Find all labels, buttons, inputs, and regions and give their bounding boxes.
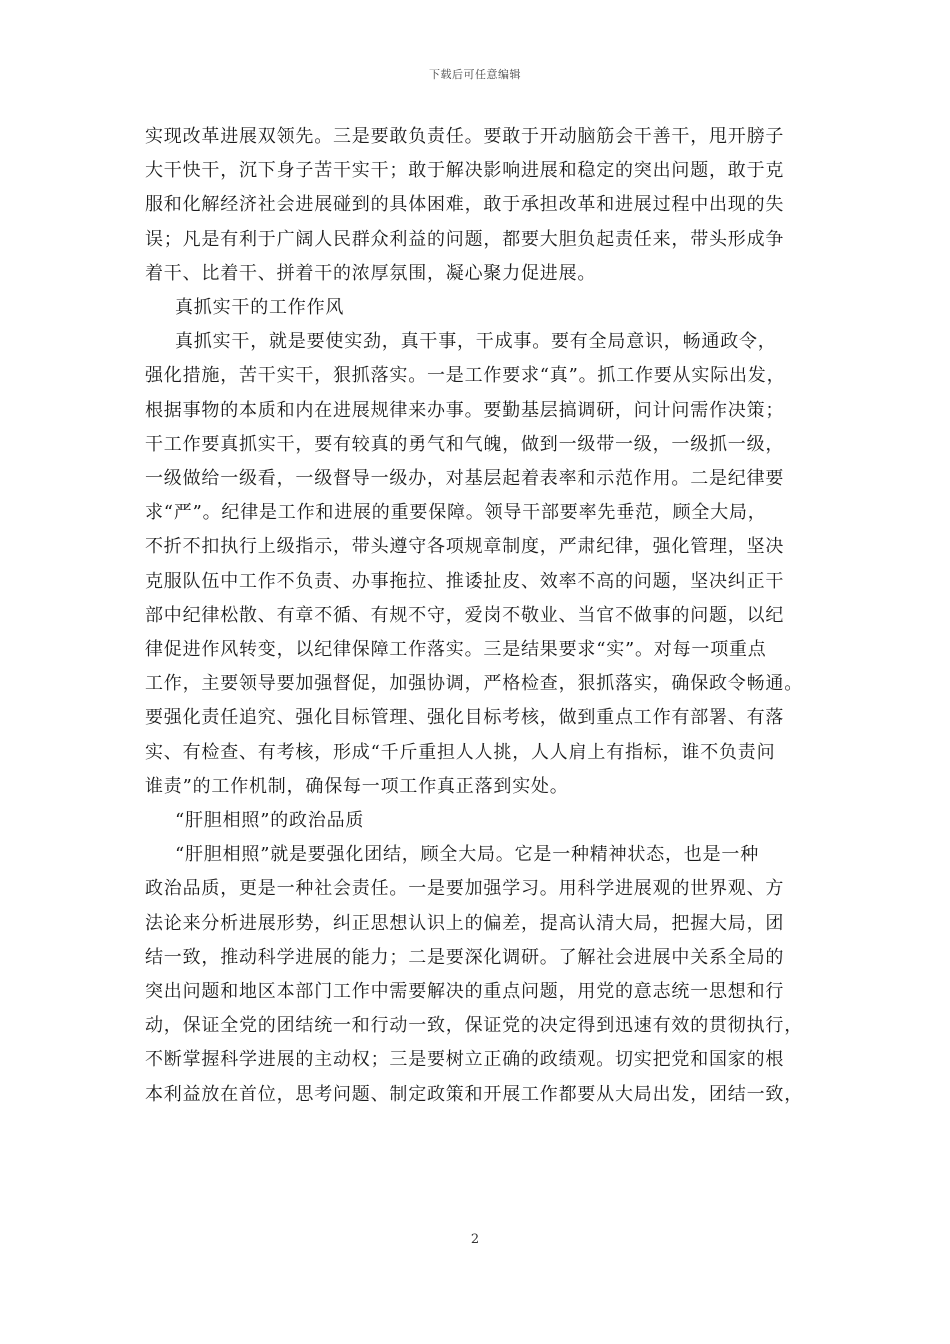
text-line: 结一致，推动科学进展的能力；二是要深化调研。了解社会进展中关系全局的 bbox=[145, 946, 785, 968]
document-body bbox=[145, 120, 823, 1112]
text-line: 律促进作风转变，以纪律保障工作落实。三是结果要求“实”。对每一项重点 bbox=[145, 639, 767, 661]
section-heading bbox=[145, 291, 823, 325]
text-line: 动，保证全党的团结统一和行动一致，保证党的决定得到迅速有效的贯彻执行， bbox=[145, 1015, 803, 1037]
text-line: 实现改革进展双领先。三是要敢负责任。要敢于开动脑筋会干善干，甩开膀子 bbox=[145, 126, 785, 147]
paragraph bbox=[145, 325, 823, 804]
text-line: 实、有检查、有考核，形成“千斤重担人人挑，人人肩上有指标，谁不负责问 bbox=[145, 741, 776, 763]
text-line: 一级做给一级看，一级督导一级办，对基层起着表率和示范作用。二是纪律要 bbox=[145, 468, 785, 490]
text-line: 本利益放在首位，思考问题、制定政策和开展工作都要从大局出发，团结一致， bbox=[145, 1083, 803, 1105]
text-line: 真抓实干，就是要使实劲，真干事，干成事。要有全局意识，畅通政令， bbox=[175, 331, 777, 353]
text-line: 不断掌握科学进展的主动权；三是要树立正确的政绩观。切实把党和国家的根 bbox=[145, 1049, 785, 1071]
text-line: 部中纪律松散、有章不循、有规不守，爱岗不敬业、当官不做事的问题，以纪 bbox=[145, 604, 785, 626]
text-line: 法论来分析进展形势，纠正思想认识上的偏差，提高认清大局，把握大局，团 bbox=[145, 912, 785, 934]
text-line: 着干、比着干、拼着干的浓厚氛围，凝心聚力促进展。 bbox=[145, 262, 597, 284]
paragraph bbox=[145, 120, 823, 291]
text-line: 真抓实干的工作作风 bbox=[175, 297, 345, 319]
section-heading bbox=[145, 804, 823, 838]
text-line: 大干快干，沉下身子苦干实干；敢于解决影响进展和稳定的突出问题，敢于克 bbox=[145, 160, 785, 182]
text-line: 要强化责任追究、强化目标管理、强化目标考核，做到重点工作有部署、有落 bbox=[145, 707, 785, 729]
text-line: 不折不扣执行上级指示，带头遵守各项规章制度，严肃纪律，强化管理，坚决 bbox=[145, 536, 785, 558]
text-line: 干工作要真抓实干，要有较真的勇气和气魄，做到一级带一级，一级抓一级， bbox=[145, 433, 785, 455]
text-line: 克服队伍中工作不负责、办事拖拉、推诿扯皮、效率不高的问题，坚决纠正干 bbox=[145, 570, 785, 592]
paragraph bbox=[145, 838, 823, 1112]
page-number: 2 bbox=[470, 1232, 480, 1247]
text-line: 政治品质，更是一种社会责任。一是要加强学习。用科学进展观的世界观、方 bbox=[145, 878, 785, 900]
text-line: 服和化解经济社会进展碰到的具体困难，敢于承担改革和进展过程中出现的失 bbox=[145, 194, 785, 216]
text-line: “肝胆相照”就是要强化团结，顾全大局。它是一种精神状态，也是一种 bbox=[175, 844, 760, 866]
text-line: “肝胆相照”的政治品质 bbox=[175, 810, 365, 832]
text-line: 谁责”的工作机制，确保每一项工作真正落到实处。 bbox=[145, 775, 569, 797]
text-line: 突出问题和地区本部门工作中需要解决的重点问题，用党的意志统一思想和行 bbox=[145, 981, 785, 1003]
text-line: 求“严”。纪律是工作和进展的重要保障。领导干部要率先垂范，顾全大局， bbox=[145, 502, 767, 524]
text-line: 误；凡是有利于广阔人民群众利益的问题，都要大胆负起责任来，带头形成争 bbox=[145, 228, 785, 250]
text-line: 工作，主要领导要加强督促，加强协调，严格检查，狠抓落实，确保政令畅通。 bbox=[145, 673, 803, 695]
text-line: 强化措施，苦干实干，狠抓落实。一是工作要求“真”。抓工作要从实际出发， bbox=[145, 365, 786, 387]
text-line: 根据事物的本质和内在进展规律来办事。要勤基层搞调研，问计问需作决策； bbox=[145, 399, 785, 421]
page-header: 下载后可任意编辑 bbox=[429, 68, 521, 81]
